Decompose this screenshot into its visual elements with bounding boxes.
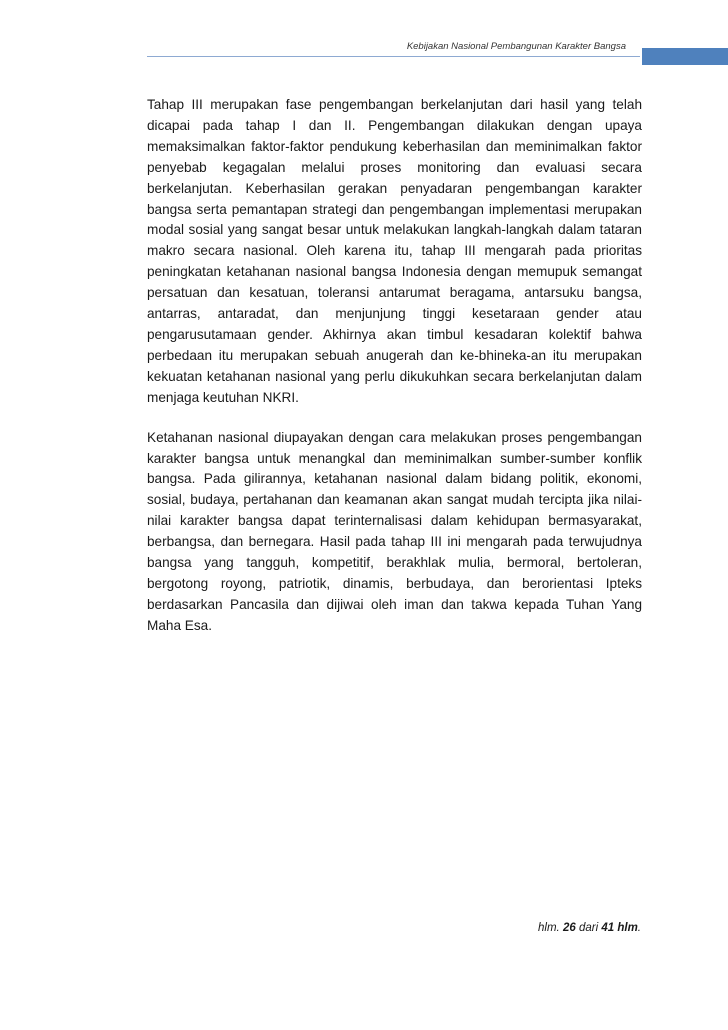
header-accent-tab: [642, 48, 728, 65]
page-number: [538, 922, 641, 934]
running-header: Kebijakan Nasional Pembangunan Karakter Bangsa: [406, 41, 626, 52]
current-page-number: 26: [562, 922, 576, 934]
page-number-suffix: .: [637, 922, 641, 934]
paragraph: Tahap III merupakan fase pengembangan berkelanjutan dari hasil yang telah dicapai pada tahap I dan II. Pengembangan dilakukan dengan upaya memaksimalkan faktor-faktor pendukung keberhasilan dan meminimalkan faktor penyebab kegagalan melalui proses monitoring dan evaluasi secara berkelanjutan. Keberhasilan gerakan penyadaran pengembangan karakter bangsa serta pemantapan strategi dan pengembangan implementasi merupakan modal sosial yang sangat besar untuk melakukan langkah-langkah dalam tataran makro secara nasional. Oleh karena itu, tahap III mengarah pada prioritas peningkatan ketahanan nasional bangsa Indonesia dengan memupuk semangat persatuan dan kesatuan, toleransi antarumat beragama, antarsuku bangsa, antarras, antaradat, dan menjunjung tinggi kesetaraan gender atau pengarusutamaan gender. Akhirnya akan timbul kesadaran kolektif bahwa perbedaan itu merupakan sebuah anugerah dan ke-bhineka-an itu merupakan kekuatan ketahanan nasional yang perlu dikukuhkan secara berkelanjutan dalam menjaga keutuhan NKRI.: [147, 97, 642, 405]
page-number-separator: dari: [578, 922, 599, 934]
page-number-prefix: hlm.: [538, 922, 560, 934]
body-text: [147, 95, 642, 656]
paragraph: Ketahanan nasional diupayakan dengan cara melakukan proses pengembangan karakter bangsa untuk menangkal dan meminimalkan sumber-sumber konflik bangsa. Pada gilirannya, ketahanan nasional dalam bidang politik, ekonomi, sosial, budaya, pertahanan dan keamanan akan sangat mudah tercipta jika nilai-nilai karakter bangsa dapat terinternalisasi dalam kehidupan bermasyarakat, berbangsa, dan bernegara. Hasil pada tahap III ini mengarah pada terwujudnya bangsa yang tangguh, kompetitif, berakhlak mulia, bermoral, bertoleran, bergotong royong, patriotik, dinamis, berbudaya, dan berorientasi Ipteks berdasarkan Pancasila dan dijiwai oleh iman dan takwa kepada Tuhan Yang Maha Esa.: [147, 429, 642, 633]
header-rule: [147, 56, 640, 57]
total-pages: 41 hlm: [601, 922, 638, 934]
